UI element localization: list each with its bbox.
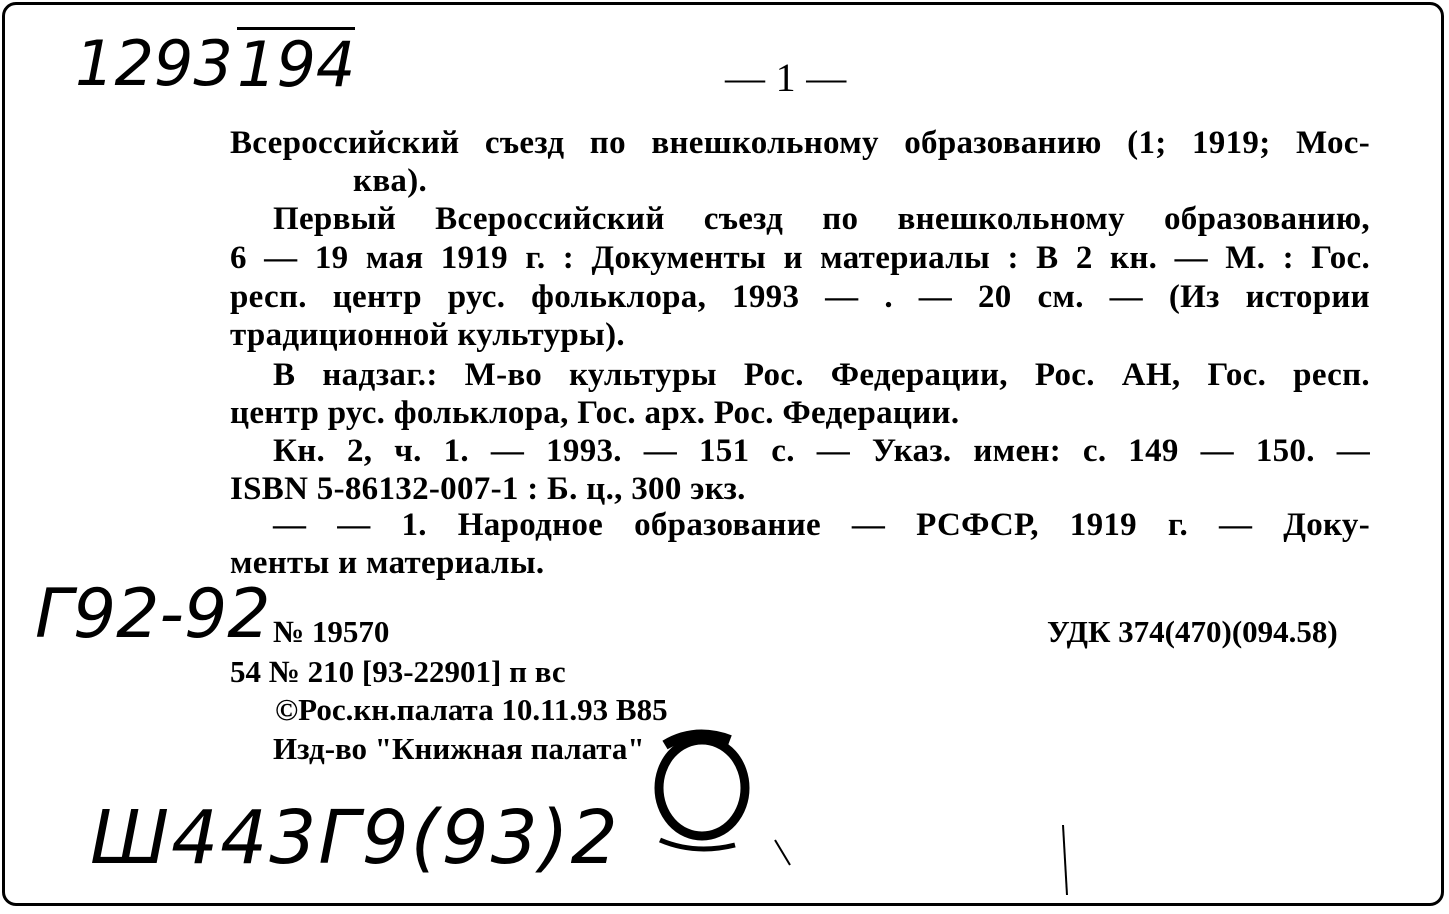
publisher-line: Изд-во "Книжная палата" bbox=[273, 731, 645, 766]
order-number: 54 № 210 [93-22901] п вс bbox=[230, 654, 566, 689]
title-line-1: Первый Всероссийский съезд по внешкольному образованию, bbox=[273, 201, 1370, 237]
copyright-line: ©Рос.кн.палата 10.11.93 В85 bbox=[275, 692, 668, 727]
title-line-4: традиционной культуры). bbox=[230, 317, 625, 353]
heading-line-2: ква). bbox=[353, 163, 428, 199]
handwritten-shelfmark-left: Г92-92 bbox=[35, 575, 271, 654]
heading-line-1: Всероссийский съезд по внешкольному образованию (1; 1919; Мос- bbox=[230, 125, 1370, 161]
note-line-2: центр рус. фольклора, Гос. арх. Рос. Федерации. bbox=[230, 395, 960, 431]
handwritten-card-number: 1293 bbox=[75, 27, 233, 100]
card-number: № 19570 bbox=[273, 614, 390, 649]
handwritten-overline-number: 194 bbox=[237, 28, 356, 101]
title-line-2: 6 — 19 мая 1919 г. : Документы и материалы : В 2 кн. — М. : Гос. bbox=[230, 240, 1370, 276]
title-line-3: респ. центр рус. фольклора, 1993 — . — 20 см. — (Из истории bbox=[230, 279, 1370, 315]
stamp-circle bbox=[5, 5, 1441, 903]
note-line-1: В надзаг.: М-во культуры Рос. Федерации, Рос. АН, Гос. респ. bbox=[273, 357, 1370, 393]
page-marker: — 1 — bbox=[725, 55, 847, 100]
handwritten-shelfmark-bottom: Ш443Г9(93)2 bbox=[90, 795, 620, 881]
catalog-card bbox=[2, 2, 1444, 906]
udk-code: УДК 374(470)(094.58) bbox=[1047, 614, 1338, 649]
subject-line-2: менты и материалы. bbox=[230, 545, 545, 581]
subject-line-1: — — 1. Народное образование — РСФСР, 1919 г. — Доку- bbox=[273, 507, 1370, 543]
volume-line-1: Кн. 2, ч. 1. — 1993. — 151 с. — Указ. имен: с. 149 — 150. — bbox=[273, 433, 1370, 469]
isbn-line: ISBN 5-86132-007-1 : Б. ц., 300 экз. bbox=[230, 471, 746, 507]
